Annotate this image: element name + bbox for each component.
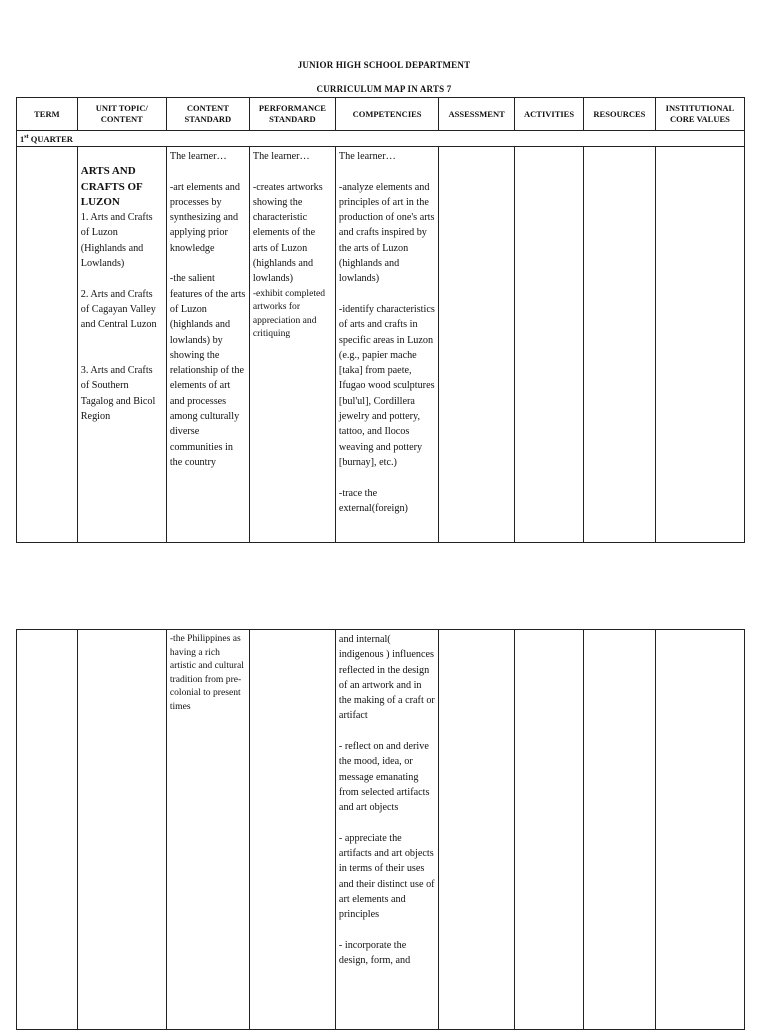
document-title: CURRICULUM MAP IN ARTS 7 — [316, 84, 452, 94]
column-header-core-values: INSTITUTIONAL CORE VALUES — [655, 98, 744, 131]
resources-cell — [583, 630, 655, 1030]
column-header-content-standard: CONTENT STANDARD — [166, 98, 249, 131]
unit-topic-cell — [77, 147, 166, 543]
unit-topic-cell — [77, 630, 166, 1030]
column-header-activities: ACTIVITIES — [515, 98, 584, 131]
performance-standard-exhibit: -exhibit completed artworks for appreciation and critiquing — [252, 287, 326, 340]
unit-topics: 1. Arts and Crafts of Luzon (Highlands and Lowlands) 2. Arts and Crafts of Cagayan Valley and Central Luzon 3. Arts and Crafts of Southern Tagalog and Bicol Region — [80, 212, 157, 423]
activities-cell — [515, 630, 584, 1030]
column-header-resources: RESOURCES — [583, 98, 655, 131]
quarter-label: 1st QUARTER — [17, 131, 745, 147]
term-cell — [17, 147, 78, 543]
content-standard-text: -the Philippines as having a rich artistic and cultural tradition from pre-colonial to present times — [169, 633, 244, 712]
table-header-row — [17, 98, 745, 131]
activities-cell — [515, 147, 584, 543]
content-standard-cell — [166, 630, 249, 1030]
unit-title: ARTS AND CRAFTS OF LUZON — [80, 165, 143, 208]
content-standard-cell — [166, 147, 249, 543]
competencies-text: and internal( indigenous ) influences reflected in the design of an artwork and in the making of a craft or artifact - reflect on and derive the mood, idea, or message emanating from selected artifacts and art objects - appreciate the artifacts and art objects in terms of their uses and their distinct use of art elements and principles - incorporate the design, form, and — [338, 634, 435, 967]
competencies-cell — [335, 630, 438, 1030]
curriculum-table-page-1 — [16, 97, 745, 543]
curriculum-table-page-2 — [16, 629, 745, 1030]
assessment-cell — [439, 147, 515, 543]
table-row — [17, 630, 745, 1030]
column-header-assessment: ASSESSMENT — [439, 98, 515, 131]
term-cell — [17, 630, 78, 1030]
core-values-cell — [655, 630, 744, 1030]
core-values-cell — [655, 147, 744, 543]
competencies-cell — [335, 147, 438, 543]
column-header-performance-standard: PERFORMANCE STANDARD — [249, 98, 335, 131]
competencies-text: The learner… -analyze elements and principles of art in the production of one's arts and crafts inspired by the arts of Luzon (highlands and lowlands) -identify characteristics of arts and crafts in specific areas in Luzon (e.g., papier mache [taka] from paete, Ifugao wood sculptures [bul'ul], Cordillera jewelry and pottery, tattoo, and Ilocos weaving and pottery [burnay], etc.) -trace the external(foreign) — [338, 151, 435, 514]
column-header-term: TERM — [17, 98, 78, 131]
resources-cell — [583, 147, 655, 543]
performance-standard-text: The learner… -creates artworks showing the characteristic elements of the arts of Luzon (highlands and lowlands) — [252, 151, 323, 285]
department-heading: JUNIOR HIGH SCHOOL DEPARTMENT — [297, 60, 471, 70]
assessment-cell — [439, 630, 515, 1030]
performance-standard-cell — [249, 147, 335, 543]
column-header-unit: UNIT TOPIC/ CONTENT — [77, 98, 166, 131]
table-row — [17, 147, 745, 543]
content-standard-text: The learner… -art elements and processes by synthesizing and applying prior knowledge -the salient features of the arts of Luzon (highlands and lowlands) by showing the relationship of the elements of art and processes among culturally diverse communities in the country — [169, 151, 246, 468]
quarter-row — [17, 131, 745, 147]
performance-standard-cell — [249, 630, 335, 1030]
column-header-competencies: COMPETENCIES — [335, 98, 438, 131]
